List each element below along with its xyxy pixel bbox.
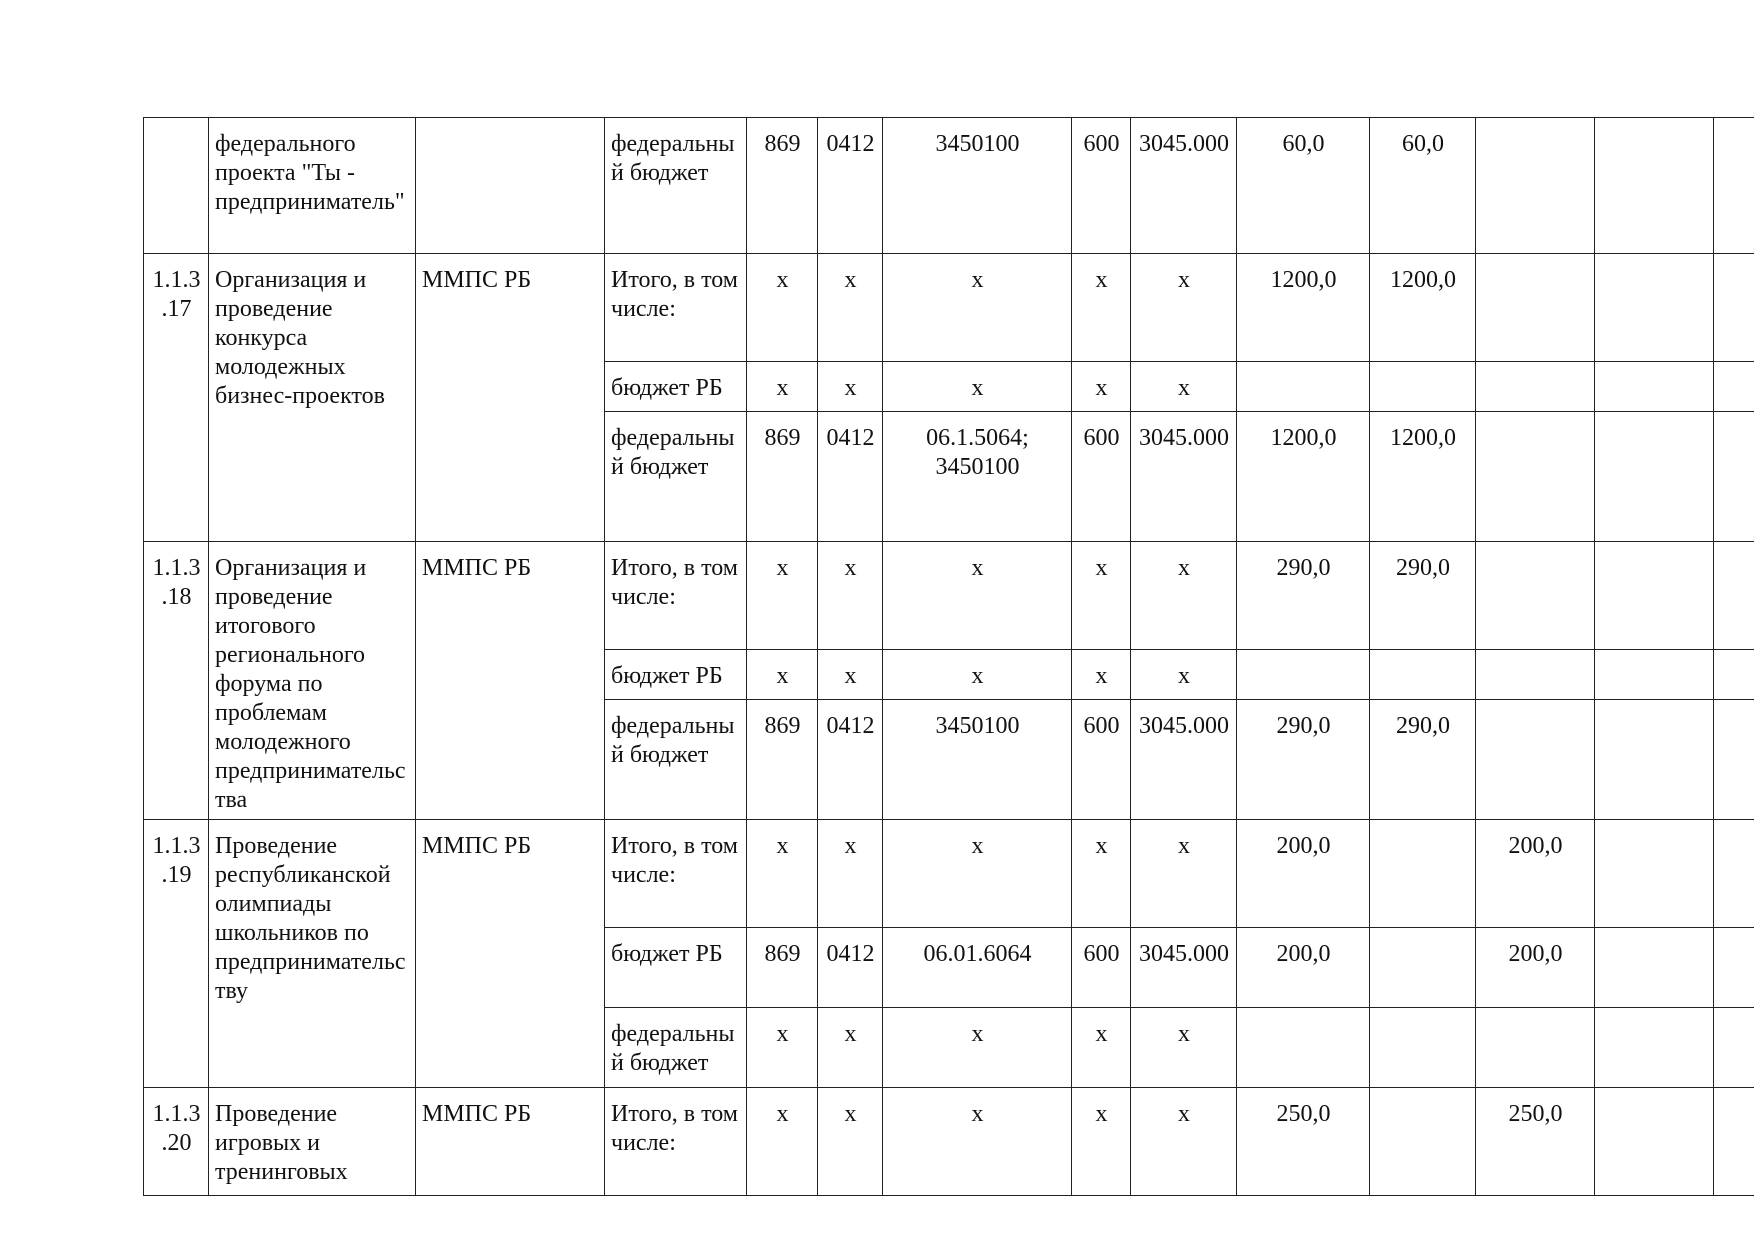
rzpr-cell: 0412	[818, 118, 883, 254]
total-cell: 250,0	[1237, 1088, 1370, 1196]
item-name-cell: Организация и проведение конкурса молодежных бизнес-проектов	[209, 254, 416, 542]
csr-cell: x	[883, 1008, 1072, 1088]
total-cell: 290,0	[1237, 542, 1370, 650]
source-cell: Итого, в том числе:	[605, 542, 747, 650]
year1-cell: 1200,0	[1370, 412, 1476, 542]
vr-cell: x	[1072, 650, 1131, 700]
total-cell	[1237, 650, 1370, 700]
vr-cell: 600	[1072, 700, 1131, 820]
year3-cell	[1595, 1008, 1714, 1088]
year3-cell	[1595, 412, 1714, 542]
year2-cell: 250,0	[1476, 1088, 1595, 1196]
year1-cell	[1370, 928, 1476, 1008]
kosgu-cell: 3045.000	[1131, 928, 1237, 1008]
source-cell: Итого, в том числе:	[605, 820, 747, 928]
year1-cell	[1370, 362, 1476, 412]
rzpr-cell: x	[818, 650, 883, 700]
table-row	[144, 1088, 1754, 1196]
item-number-cell: 1.1.3.19	[144, 820, 209, 1088]
year3-cell	[1595, 542, 1714, 650]
year3-cell	[1595, 118, 1714, 254]
item-number-cell: 1.1.3.18	[144, 542, 209, 820]
year1-cell: 60,0	[1370, 118, 1476, 254]
year4-cell	[1714, 700, 1754, 820]
item-name-cell: федерального проекта "Ты - предприниматель"	[209, 118, 416, 254]
year4-cell	[1714, 1088, 1754, 1196]
vr-cell: x	[1072, 254, 1131, 362]
csr-cell: x	[883, 820, 1072, 928]
total-cell: 1200,0	[1237, 254, 1370, 362]
total-cell: 290,0	[1237, 700, 1370, 820]
item-number-cell	[144, 118, 209, 254]
grbs-cell: x	[747, 1088, 818, 1196]
kosgu-cell: x	[1131, 650, 1237, 700]
year4-cell	[1714, 928, 1754, 1008]
item-number-cell: 1.1.3.20	[144, 1088, 209, 1196]
csr-cell: x	[883, 542, 1072, 650]
kosgu-cell: 3045.000	[1131, 700, 1237, 820]
year3-cell	[1595, 362, 1714, 412]
total-cell: 200,0	[1237, 820, 1370, 928]
year2-cell	[1476, 1008, 1595, 1088]
year1-cell: 290,0	[1370, 542, 1476, 650]
vr-cell: x	[1072, 1008, 1131, 1088]
item-name-cell: Проведение игровых и тренинговых	[209, 1088, 416, 1196]
grbs-cell: 869	[747, 412, 818, 542]
table-row	[144, 820, 1754, 928]
grbs-cell: x	[747, 362, 818, 412]
source-cell: бюджет РБ	[605, 650, 747, 700]
year3-cell	[1595, 254, 1714, 362]
rzpr-cell: x	[818, 1008, 883, 1088]
kosgu-cell: 3045.000	[1131, 412, 1237, 542]
year2-cell	[1476, 412, 1595, 542]
year1-cell	[1370, 650, 1476, 700]
year1-cell: 1200,0	[1370, 254, 1476, 362]
executor-cell: ММПС РБ	[416, 542, 605, 820]
source-cell: Итого, в том числе:	[605, 1088, 747, 1196]
source-cell: бюджет РБ	[605, 362, 747, 412]
year2-cell: 200,0	[1476, 820, 1595, 928]
grbs-cell: x	[747, 542, 818, 650]
vr-cell: x	[1072, 362, 1131, 412]
year2-cell	[1476, 118, 1595, 254]
source-cell: федеральный бюджет	[605, 1008, 747, 1088]
year4-cell	[1714, 542, 1754, 650]
year4-cell	[1714, 1008, 1754, 1088]
csr-cell: x	[883, 362, 1072, 412]
vr-cell: x	[1072, 820, 1131, 928]
budget-table	[143, 117, 1754, 1196]
vr-cell: 600	[1072, 928, 1131, 1008]
vr-cell: 600	[1072, 118, 1131, 254]
item-number-cell: 1.1.3.17	[144, 254, 209, 542]
rzpr-cell: x	[818, 254, 883, 362]
year3-cell	[1595, 700, 1714, 820]
kosgu-cell: x	[1131, 254, 1237, 362]
year2-cell	[1476, 362, 1595, 412]
table-row	[144, 254, 1754, 362]
year2-cell	[1476, 542, 1595, 650]
grbs-cell: x	[747, 820, 818, 928]
source-cell: федеральный бюджет	[605, 118, 747, 254]
year1-cell: 290,0	[1370, 700, 1476, 820]
year4-cell	[1714, 362, 1754, 412]
total-cell: 200,0	[1237, 928, 1370, 1008]
year4-cell	[1714, 254, 1754, 362]
total-cell	[1237, 1008, 1370, 1088]
year3-cell	[1595, 820, 1714, 928]
grbs-cell: x	[747, 1008, 818, 1088]
executor-cell: ММПС РБ	[416, 1088, 605, 1196]
year1-cell	[1370, 1088, 1476, 1196]
year2-cell	[1476, 254, 1595, 362]
csr-cell: x	[883, 1088, 1072, 1196]
year4-cell	[1714, 650, 1754, 700]
grbs-cell: x	[747, 254, 818, 362]
grbs-cell: x	[747, 650, 818, 700]
table-body	[144, 118, 1754, 1196]
csr-cell: x	[883, 650, 1072, 700]
executor-cell: ММПС РБ	[416, 254, 605, 542]
csr-cell: 3450100	[883, 118, 1072, 254]
kosgu-cell: x	[1131, 542, 1237, 650]
csr-cell: 3450100	[883, 700, 1072, 820]
csr-cell: 06.01.6064	[883, 928, 1072, 1008]
grbs-cell: 869	[747, 118, 818, 254]
kosgu-cell: x	[1131, 1088, 1237, 1196]
year3-cell	[1595, 928, 1714, 1008]
year1-cell	[1370, 1008, 1476, 1088]
year2-cell	[1476, 700, 1595, 820]
executor-cell	[416, 118, 605, 254]
source-cell: Итого, в том числе:	[605, 254, 747, 362]
rzpr-cell: x	[818, 820, 883, 928]
kosgu-cell: x	[1131, 1008, 1237, 1088]
year3-cell	[1595, 1088, 1714, 1196]
csr-cell: x	[883, 254, 1072, 362]
source-cell: федеральный бюджет	[605, 412, 747, 542]
year3-cell	[1595, 650, 1714, 700]
year2-cell: 200,0	[1476, 928, 1595, 1008]
year4-cell	[1714, 820, 1754, 928]
kosgu-cell: x	[1131, 820, 1237, 928]
source-cell: бюджет РБ	[605, 928, 747, 1008]
table-row	[144, 118, 1754, 254]
table-row	[144, 542, 1754, 650]
rzpr-cell: x	[818, 1088, 883, 1196]
year2-cell	[1476, 650, 1595, 700]
vr-cell: 600	[1072, 412, 1131, 542]
rzpr-cell: 0412	[818, 928, 883, 1008]
year4-cell	[1714, 118, 1754, 254]
csr-cell: 06.1.5064; 3450100	[883, 412, 1072, 542]
rzpr-cell: 0412	[818, 412, 883, 542]
rzpr-cell: x	[818, 542, 883, 650]
item-name-cell: Проведение республиканской олимпиады школьников по предпринимательству	[209, 820, 416, 1088]
kosgu-cell: x	[1131, 362, 1237, 412]
vr-cell: x	[1072, 542, 1131, 650]
grbs-cell: 869	[747, 928, 818, 1008]
year4-cell	[1714, 412, 1754, 542]
total-cell	[1237, 362, 1370, 412]
year1-cell	[1370, 820, 1476, 928]
source-cell: федеральный бюджет	[605, 700, 747, 820]
kosgu-cell: 3045.000	[1131, 118, 1237, 254]
rzpr-cell: x	[818, 362, 883, 412]
vr-cell: x	[1072, 1088, 1131, 1196]
rzpr-cell: 0412	[818, 700, 883, 820]
total-cell: 60,0	[1237, 118, 1370, 254]
total-cell: 1200,0	[1237, 412, 1370, 542]
grbs-cell: 869	[747, 700, 818, 820]
item-name-cell: Организация и проведение итогового регионального форума по проблемам молодежного предпринимательства	[209, 542, 416, 820]
executor-cell: ММПС РБ	[416, 820, 605, 1088]
